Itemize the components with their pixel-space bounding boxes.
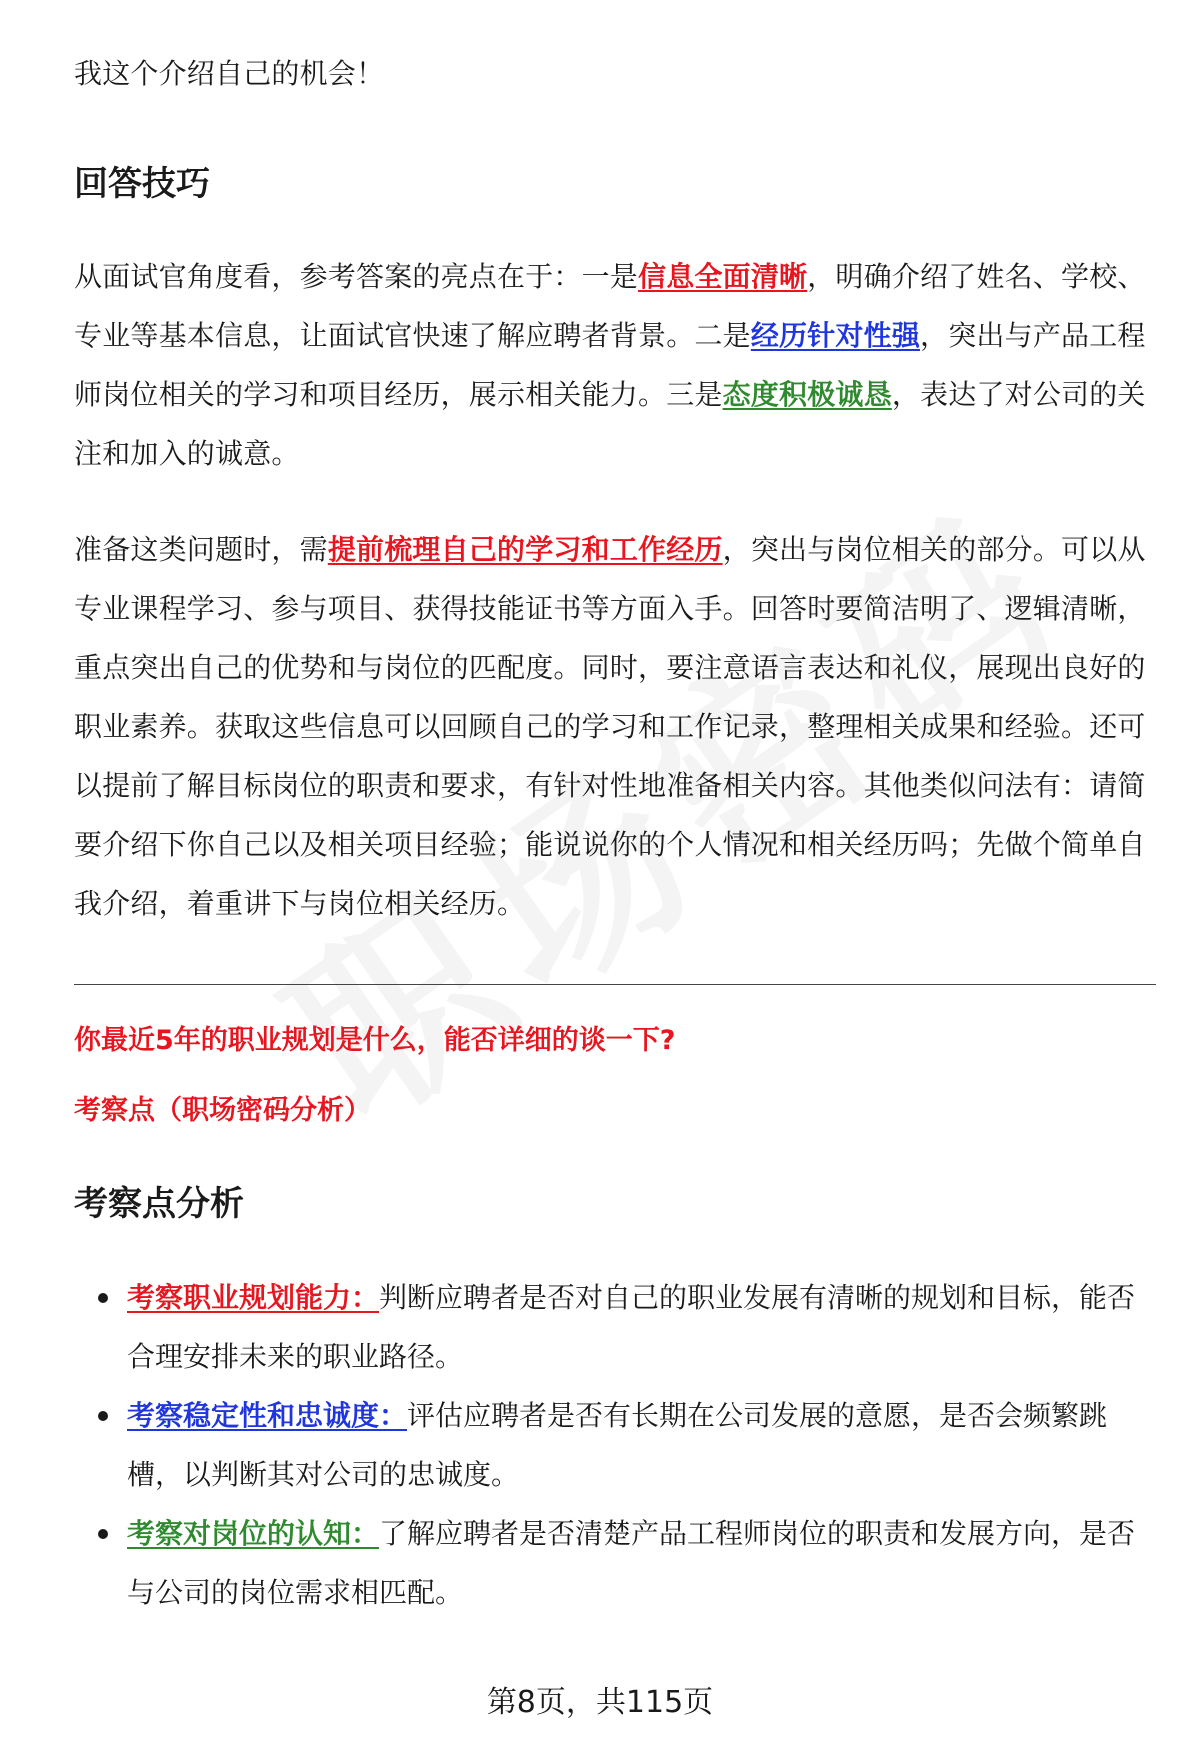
bullet-icon [98, 1293, 108, 1303]
list-item [74, 1504, 1156, 1622]
highlight-info-clear: 信息全面清晰 [638, 260, 808, 293]
section-heading-analysis: 考察点分析 [74, 1184, 244, 1224]
tips-p1-text-1: 从面试官角度看，参考答案的亮点在于：一是 [74, 260, 639, 293]
section-heading-answer-tips: 回答技巧 [74, 164, 210, 204]
bullet-text: 了解应聘者是否清楚产品工程师岗位的职责和发展方向，是否与公司的岗位需求相匹配。 [127, 1517, 1136, 1609]
question-subtitle: 考察点（职场密码分析） [74, 1095, 371, 1126]
tips-p2-text-2: ，突出与岗位相关的部分。可以从专业课程学习、参与项目、获得技能证书等方面入手。回答时要简洁明了、逻辑清晰，重点突出自己的优势和与岗位的匹配度。同时，要注意语言表达和礼仪，展现出良好的职业素养。获取这些信息可以回顾自己的学习和工作记录，整理相关成果和经验。还可以提前了解目标岗位的职责和要求，有针对性地准备相关内容。其他类似问法有：请简要介绍下你自己以及相关项目经验；能说说你的个人情况和相关经历吗；先做个简单自我介绍，着重讲下与岗位相关经历。 [74, 533, 1146, 920]
bullet-text: 判断应聘者是否对自己的职业发展有清晰的规划和目标，能否合理安排未来的职业路径。 [127, 1281, 1136, 1373]
tips-paragraph-2 [74, 520, 1156, 933]
highlight-experience-targeted: 经历针对性强 [750, 319, 921, 352]
intro-tail: 我这个介绍自己的机会！ [74, 57, 385, 90]
highlight-attitude-positive: 态度积极诚恳 [722, 378, 892, 411]
bullet-icon [98, 1529, 108, 1539]
tips-p1-text-4: ，表达了对公司的关注和加入的诚意。 [74, 378, 1146, 470]
question-title: 你最近5年的职业规划是什么，能否详细的谈一下? [74, 1025, 676, 1056]
tips-p1-text-2: ，明确介绍了姓名、学校、专业等基本信息，让面试官快速了解应聘者背景。二是 [74, 260, 1146, 352]
page-footer: 第8页，共115页 [486, 1685, 714, 1720]
list-item [74, 1386, 1156, 1504]
bullet-label: 考察职业规划能力： [127, 1281, 380, 1314]
tips-p2-text-1: 准备这类问题时，需 [74, 533, 328, 566]
analysis-list [74, 1268, 1156, 1622]
section-divider [74, 984, 1156, 985]
bullet-text: 评估应聘者是否有长期在公司发展的意愿，是否会频繁跳槽，以判断其对公司的忠诚度。 [127, 1399, 1108, 1491]
list-item [74, 1268, 1156, 1386]
tips-p1-text-3: ，突出与产品工程师岗位相关的学习和项目经历，展示相关能力。三是 [74, 319, 1146, 411]
bullet-label: 考察对岗位的认知： [127, 1517, 380, 1550]
bullet-icon [98, 1411, 108, 1421]
bullet-label: 考察稳定性和忠诚度： [127, 1399, 408, 1432]
highlight-sort-experience: 提前梳理自己的学习和工作经历 [327, 533, 723, 566]
tips-paragraph-1 [74, 247, 1156, 483]
